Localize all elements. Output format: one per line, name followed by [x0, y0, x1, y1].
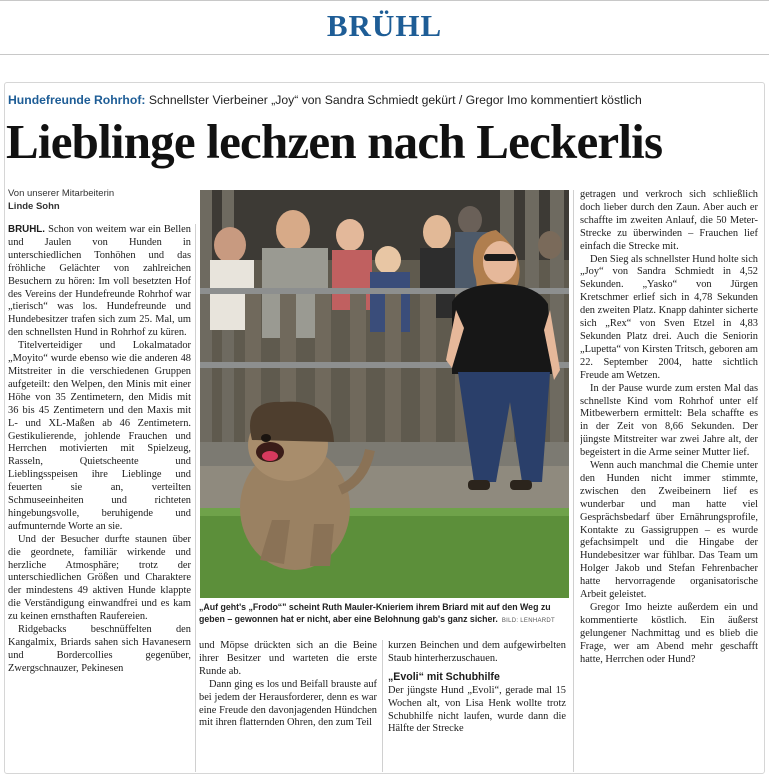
photo-caption	[199, 602, 571, 627]
kicker-lead: Hundefreunde Rohrhof:	[8, 93, 146, 107]
paragraph: und Möpse drückten sich an die Beine ihrer Besitzer und warteten die erste Runde ab.	[199, 640, 377, 677]
byline-author: Linde Sohn	[8, 200, 60, 212]
headline: Lieblinge lechzen nach Leckerlis	[6, 114, 663, 169]
column-divider	[195, 224, 196, 772]
header-top-rule	[0, 0, 769, 1]
paragraph: Wenn auch manchmal die Chemie unter den Hunden nicht immer stimmte, zwischen den Zweibeinern lief es wunderbar und man hatte viel Gesprächsbedarf über Ernährungsprofile, Kontakte zu Gassigruppen – es wurde gefachsimpelt und die Hingabe der Hundebesitzer war fühlbar. Das Team um Holger Jakob und Stefan Fehrenbacher hatte hervorragende organisatorische Arbeit geleistet.	[580, 460, 758, 601]
page-header	[0, 0, 769, 62]
paragraph: getragen und verkroch sich schließlich doch lieber durch den Zaun. Aber auch er schaffte im zweiten Anlauf, die 50 Meter-Strecke zu überwinden – Frauchen lief einfach die Strecke mit.	[580, 189, 758, 252]
paragraph: Und der Besucher durfte staunen über die geordnete, familiär wirkende und herzliche Atmosphäre; trotz der unterschiedlichen Größen und Charaktere der mindestens 49 aktiven Hunde klappte die Verständigung einwandfrei und es kam zu keinen ernsthaften Raufereien.	[8, 533, 191, 623]
paragraph: Den Sieg als schnellster Hund holte sich „Joy“ von Sandra Schmiedt in 4,52 Sekunden. „Yasko“ von Jürgen Kretschmer erlief sich in 4,78 Sekunden den zweiten Platz. Knapp dahinter sicherte sich „Rex“ von Sven Etzel in 4,83 Sekunden Platz drei. Auch die Seniorin „Lupetta“ von Kirsten Tritsch, geboren am 22. September 2004, hatte sichtlich Freude am Wetzen.	[580, 253, 758, 381]
paragraph: Der jüngste Hund „Evoli“, gerade mal 15 Wochen alt, von Lisa Henk wollte trotz Schubhilfe nicht laufen, wurde dann die Hälfte der Strecke	[388, 684, 566, 735]
column-divider	[382, 640, 383, 772]
subheading: „Evoli“ mit Schubhilfe	[388, 670, 500, 683]
article-column-1	[8, 224, 191, 772]
caption-text: „Auf geht's „Frodo“" scheint Ruth Mauler-Knieriem ihrem Briard mit auf den Weg zu geben – gewonnen hat er nicht, aber eine Belohnung gab's ganz sicher.	[199, 602, 551, 624]
paragraph	[8, 224, 191, 340]
byline	[8, 188, 193, 213]
article-column-4	[580, 189, 758, 772]
article-column-2	[199, 640, 377, 772]
paragraph: Dann ging es los und Beifall brauste auf bei jedem der Herausforderer, denn es war eine Freude den davonjagenden Hündchen mit ihren flatternden Ohren, den zum Teil	[199, 678, 377, 729]
paragraph: Ridgebacks beschnüffelten den Kangalmix, Briards sahen sich Havanesern und Bordercollies gegenüber, Zwergschnauzer, Pekinesen	[8, 624, 191, 674]
photo-dog-show	[200, 190, 569, 598]
article-photo	[200, 190, 569, 598]
paragraph: Gregor Imo heizte außerdem ein und kommentierte köstlich. Ein äußerst gelungener Nachmittag und es blieb die Frage, wer am Abend mehr geschafft hatte, Herrchen oder Hund?	[580, 602, 758, 665]
section-title: BRÜHL	[326, 8, 443, 43]
kicker-text: Schnellster Vierbeiner „Joy“ von Sandra Schmiedt gekürt / Gregor Imo kommentiert köstlich	[148, 93, 642, 107]
header-bottom-rule	[0, 54, 769, 55]
byline-intro: Von unserer Mitarbeiterin	[8, 188, 115, 199]
paragraph: kurzen Beinchen und dem aufgewirbelten Staub hinterherzuschauen.	[388, 640, 566, 664]
article-column-3	[388, 640, 566, 772]
kicker	[8, 93, 748, 107]
dateline: BRÜHL.	[8, 224, 46, 235]
paragraph-text: Schon von weitem war ein Bellen und Jaulen von Hunden in unterschiedlichen Tonhöhen und das fröhliche Gelächter von zahlreichen Besuchern zu hören: Im voll besetzten Hof des Vereins der Hundefreunde Rohrhof war „tierisch“ was los. Hundefreunde und Hundebesitzer trafen sich zum 25. Mal, um den schnellsten Hund in Rohrhof zu küren.	[8, 224, 191, 339]
photo-credit: BILD: LENHARDT	[501, 617, 556, 624]
column-divider	[573, 190, 574, 772]
paragraph: Titelverteidiger und Lokalmatador „Moyito“ wurde ebenso wie die anderen 48 Mitstreiter in die verschiedenen Gruppen aufgeteilt: den Welpen, den Minis mit einer Höhe von 35 Zentimetern, den Midis mit 36 bis 45 Zentimetern und den Maxis mit L- und XL-Maßen ab 46 Zentimetern. Gestikulierende, johlende Frauchen und Herrchen motivierten mit Spielzeug, Rasseln, Quietscheente und Lieblingsspeisen ihre Lieblinge und feuerten sie an, verteilten Schmuseeinheiten und richteten hingebungsvolle, beruhigende und aufmunternde Worte an sie.	[8, 340, 191, 532]
paragraph: In der Pause wurde zum ersten Mal das schnellste Kind vom Rohrhof unter elf Mitbewerbern ermittelt: Bela schaffte es in der Zeit von 8,66 Sekunden. Der jüngste Mitstreiter war zwei Jahre alt, der begeistert in die Arme seiner Mutter lief.	[580, 382, 758, 459]
